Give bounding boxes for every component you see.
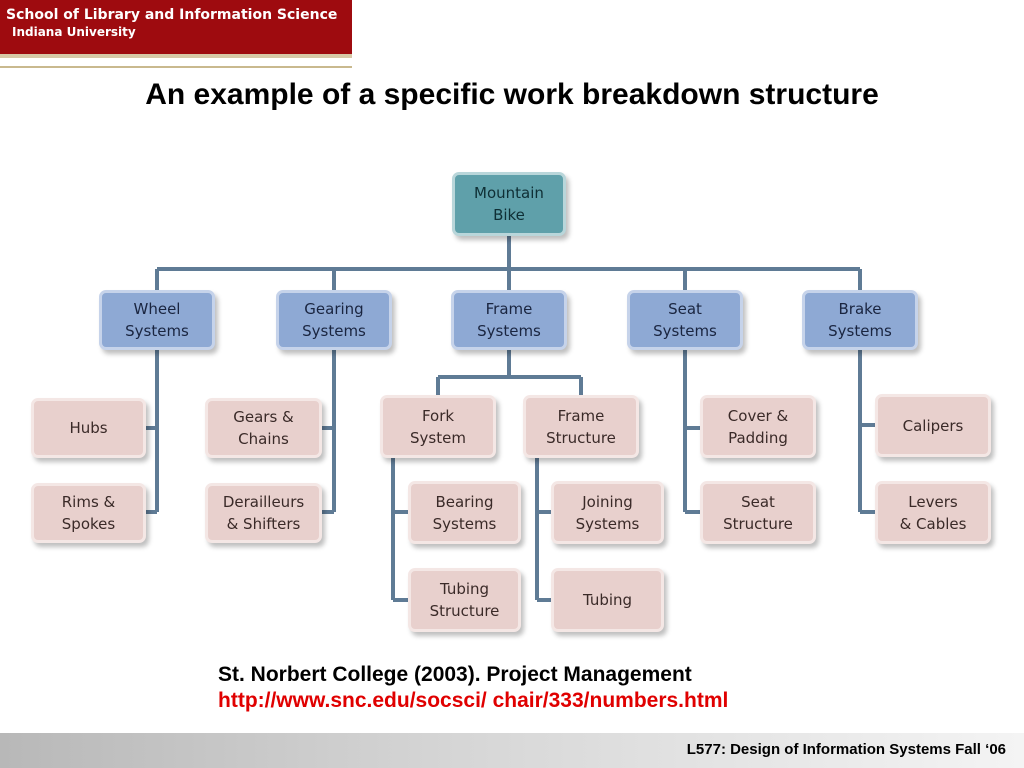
wbs-calipers: Calipers (875, 394, 991, 457)
wbs-hubs: Hubs (31, 398, 146, 458)
citation (218, 662, 728, 714)
wbs-derailleurs-shifters: Derailleurs & Shifters (205, 483, 322, 543)
citation-link[interactable]: http://www.snc.edu/socsci/ chair/333/numbers.html (218, 689, 729, 712)
wbs-tubing-structure: Tubing Structure (408, 568, 521, 632)
wbs-frame-structure: Frame Structure (523, 395, 639, 458)
wbs-rims-spokes: Rims & Spokes (31, 483, 146, 543)
slide-title: An example of a specific work breakdown structure (145, 78, 879, 111)
wbs-cover-padding: Cover & Padding (700, 395, 816, 458)
wbs-bearing-systems: Bearing Systems (408, 481, 521, 544)
wbs-root-mountain-bike: Mountain Bike (452, 172, 566, 236)
wbs-frame-systems: Frame Systems (451, 290, 567, 350)
wbs-levers-cables: Levers & Cables (875, 481, 991, 544)
wbs-joining-systems: Joining Systems (551, 481, 664, 544)
footer-bar (0, 733, 1024, 768)
wbs-gearing-systems: Gearing Systems (276, 290, 392, 350)
logo-university-name: Indiana University (12, 25, 136, 39)
wbs-seat-structure: Seat Structure (700, 481, 816, 544)
footer-course-label: L577: Design of Information Systems Fall ‘06 (686, 741, 1006, 758)
logo-school-name: School of Library and Information Science (6, 7, 338, 23)
wbs-tubing: Tubing (551, 568, 664, 632)
citation-text: St. Norbert College (2003). Project Management (218, 663, 692, 686)
wbs-brake-systems: Brake Systems (802, 290, 918, 350)
wbs-gears-chains: Gears & Chains (205, 398, 322, 458)
wbs-wheel-systems: Wheel Systems (99, 290, 215, 350)
wbs-fork-system: Fork System (380, 395, 496, 458)
wbs-seat-systems: Seat Systems (627, 290, 743, 350)
